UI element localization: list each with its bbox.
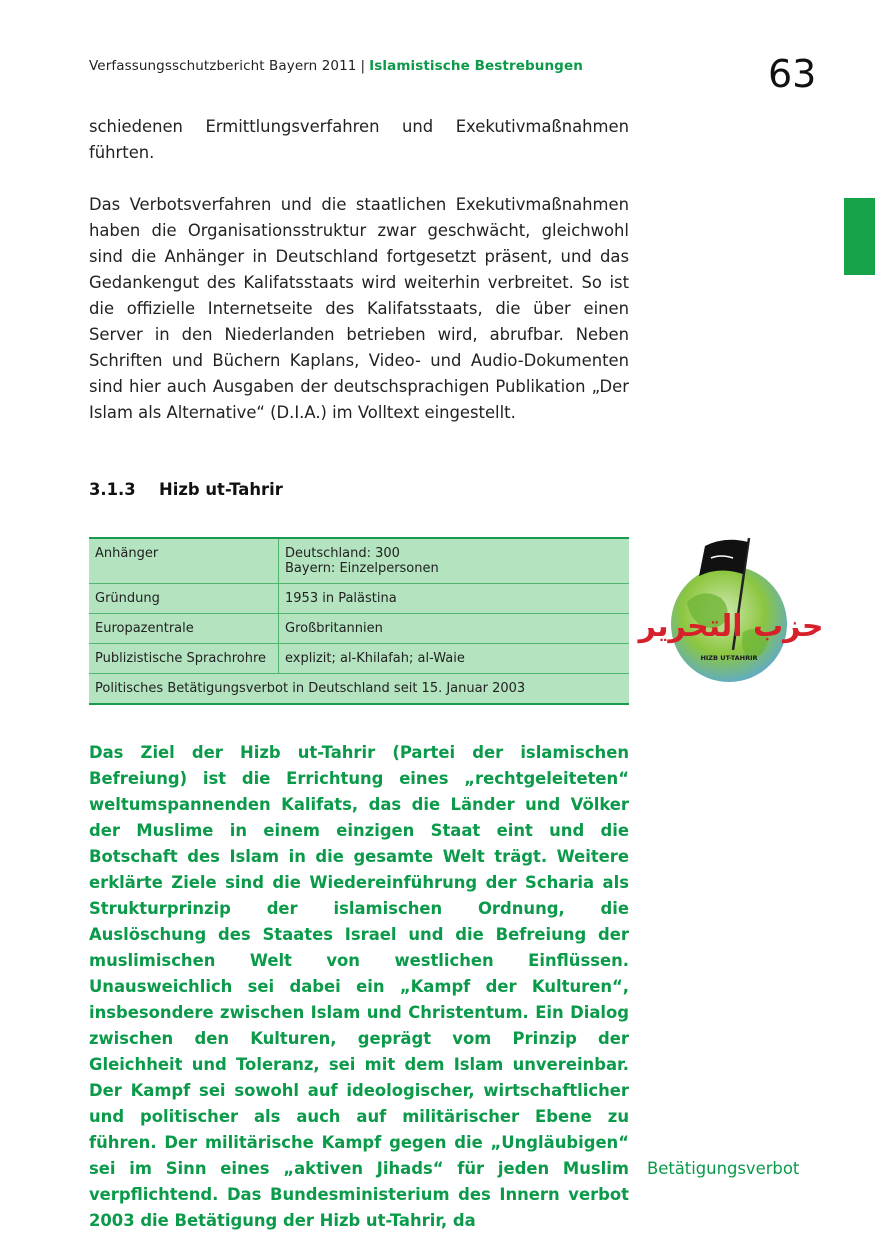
table-row bbox=[89, 614, 629, 644]
row-label: Anhänger bbox=[89, 538, 279, 584]
row-value bbox=[279, 538, 630, 584]
paragraph-2: Das Verbotsverfahren und die staatlichen Exekutivmaßnahmen haben die Organisationsstruktur zwar geschwächt, gleichwohl sind die Anhänger in Deutschland fortgesetzt präsent, und das Gedankengut des Kalifatsstaats wird weiterhin verbreitet. So ist die offizielle Internetseite des Kalifatsstaats, die über einen Server in den Niederlanden betrieben wird, abrufbar. Neben Schriften und Büchern Kaplans, Video- und Audio-Dokumenten sind hier auch Ausgaben der deutschsprachigen Publikation „Der Islam als Alternative“ (D.I.A.) im Volltext eingestellt. bbox=[89, 195, 629, 422]
table-row bbox=[89, 538, 629, 584]
row-label: Publizistische Sprachrohre bbox=[89, 644, 279, 674]
table-row bbox=[89, 674, 629, 705]
table-row bbox=[89, 584, 629, 614]
fact-sheet-table bbox=[89, 537, 629, 705]
chapter-tab-marker bbox=[844, 198, 875, 275]
section-heading bbox=[89, 480, 283, 499]
table-footer-note: Politisches Betätigungsverbot in Deutschland seit 15. Januar 2003 bbox=[89, 674, 629, 705]
logo-latin-text: HIZB UT-TAHRIR bbox=[700, 654, 758, 662]
globe-flag-emblem-icon bbox=[638, 532, 824, 684]
section-number: 3.1.3 bbox=[89, 480, 136, 499]
publication-title: Verfassungsschutzbericht Bayern 2011 bbox=[89, 58, 357, 74]
row-value: 1953 in Palästina bbox=[279, 584, 630, 614]
value-line: Deutschland: 300 bbox=[285, 546, 400, 561]
section-title: Islamistische Bestrebungen bbox=[369, 58, 583, 74]
section-heading-title: Hizb ut-Tahrir bbox=[159, 480, 283, 499]
table-row bbox=[89, 644, 629, 674]
page-number: 63 bbox=[768, 52, 817, 96]
running-header bbox=[89, 58, 583, 74]
row-value: Großbritannien bbox=[279, 614, 630, 644]
row-label: Gründung bbox=[89, 584, 279, 614]
row-value: explizit; al-Khilafah; al-Waie bbox=[279, 644, 630, 674]
logo-arabic-text: حزب التحرير bbox=[638, 609, 824, 644]
paragraph-1: schiedenen Ermittlungsverfahren und Exekutivmaßnahmen führten. bbox=[89, 117, 629, 162]
row-label: Europazentrale bbox=[89, 614, 279, 644]
header-separator: | bbox=[360, 58, 366, 74]
margin-keyword: Betätigungsverbot bbox=[647, 1159, 800, 1178]
highlighted-paragraph: Das Ziel der Hizb ut-Tahrir (Partei der islamischen Befreiung) ist die Errichtung eines „rechtgeleiteten“ weltumspannenden Kalifats, das die Länder und Völker der Muslime in einem einzigen Staat eint und die Botschaft des Islam in die gesamte Welt trägt. Weitere erklärte Ziele sind die Wiedereinführung der Scharia als Strukturprinzip der islamischen Ordnung, die Auslöschung des Staates Israel und die Befreiung der muslimischen Welt von westlichen Einflüssen. Unausweichlich sei dabei ein „Kampf der Kulturen“, insbesondere zwischen Islam und Christentum. Ein Dialog zwischen den Kulturen, geprägt vom Prinzip der Gleichheit und Toleranz, sei mit dem Islam unvereinbar. Der Kampf sei sowohl auf ideologischer, wirtschaftlicher und politischer als auch auf militärischer Ebene zu führen. Der militärische Kampf gegen die „Ungläubigen“ sei im Sinn eines „aktiven Jihads“ für jeden Muslim verpflichtend. Das Bundesministerium des Innern verbot 2003 die Betätigung der Hizb ut-Tahrir, da bbox=[89, 743, 629, 1230]
value-line: Bayern: Einzelpersonen bbox=[285, 561, 439, 576]
hizb-ut-tahrir-logo bbox=[638, 532, 824, 684]
